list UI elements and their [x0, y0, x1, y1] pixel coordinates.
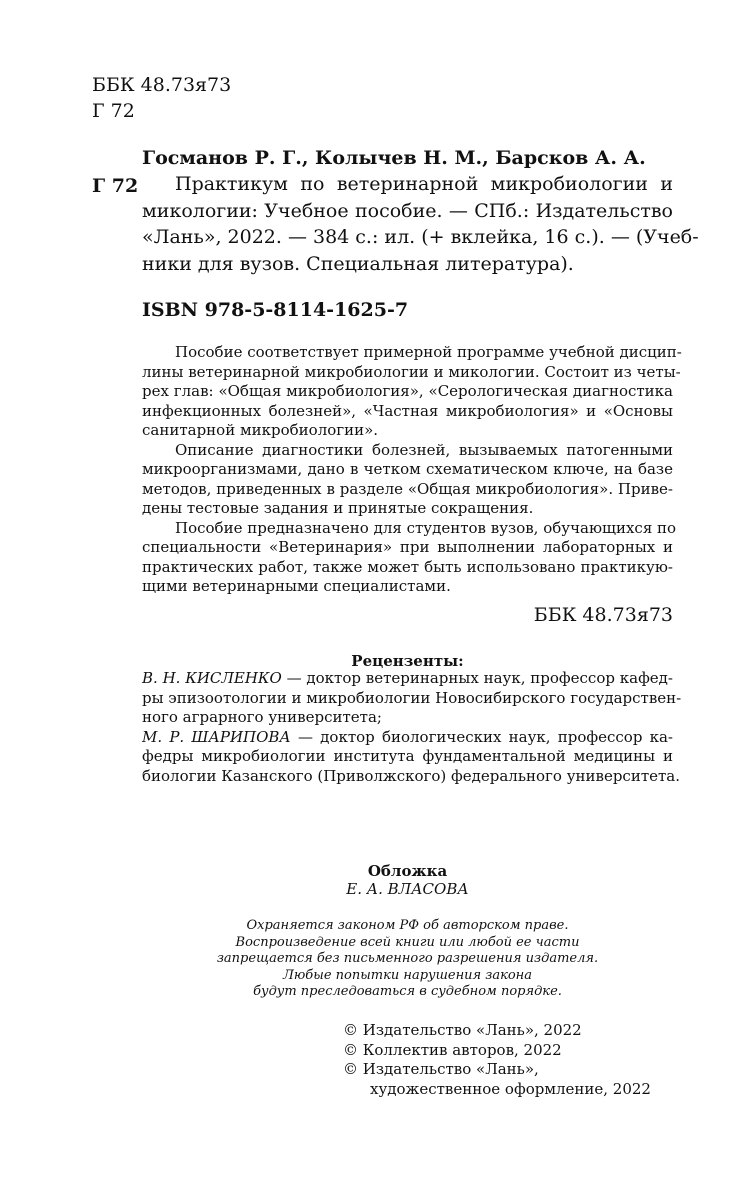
credit-line: © Издательство «Лань», [343, 1060, 539, 1078]
credits [343, 1021, 651, 1099]
annotation-line: методов, приведенных в разделе «Общая микробиология». Приве- [142, 479, 673, 498]
credit-line: © Коллектив авторов, 2022 [343, 1040, 562, 1059]
copyright-line: запрещается без письменного разрешения издателя. [216, 951, 599, 966]
annotation-line: санитарной микробиологии». [142, 421, 379, 439]
reviewers [142, 669, 682, 786]
reviewer-2-line [142, 728, 673, 748]
annotation-line: инфекционных болезней», «Частная микробиология» и «Основы [142, 401, 673, 420]
description-line: «Лань», 2022. — 384 с.: ил. (+ вклейка, 16 с.). — (Учеб- [142, 226, 699, 248]
copyright-line: Охраняется законом РФ об авторском праве. [246, 918, 569, 933]
bibliographic-description [142, 171, 699, 277]
annotation-line: Описание диагностики болезней, вызываемых патогенными [175, 440, 673, 459]
credit-line: художественное оформление, 2022 [370, 1079, 651, 1098]
cover-title: Обложка [367, 862, 448, 880]
bbk-footer: ББК 48.73я73 [533, 604, 673, 626]
annotation-line: специальности «Ветеринария» при выполнении лабораторных и [142, 538, 673, 556]
reviewer-1-line: ного аграрного университета; [142, 708, 382, 726]
reviewers-title: Рецензенты: [351, 652, 464, 670]
copyright-notice [142, 918, 673, 1001]
annotation-line: практических работ, также может быть использовано практикую- [142, 557, 673, 576]
bbk-header [92, 72, 231, 124]
cover-designer: Е. А. ВЛАСОВА [346, 880, 469, 898]
copyright-line: Воспроизведение всей книги или любой ее части [235, 934, 580, 950]
annotation [142, 343, 682, 597]
reviewer-1-line [142, 669, 673, 689]
annotation-line: лины ветеринарной микробиологии и микологии. Состоит из четы- [142, 362, 681, 381]
reviewer-2-line: биологии Казанского (Приволжского) федерального университета. [142, 766, 681, 785]
annotation-line: Пособие соответствует примерной программе учебной дисцип- [175, 343, 682, 361]
reviewer-1-name: В. Н. КИСЛЕНКО [142, 669, 282, 687]
annotation-line: дены тестовые задания и принятые сокращения. [142, 499, 534, 517]
annotation-line: рех глав: «Общая микробиология», «Серологическая диагностика [142, 382, 673, 400]
bbk-code: ББК 48.73я73 [92, 74, 232, 96]
description-line: ники для вузов. Специальная литература). [142, 252, 574, 275]
author-mark: Г 72 [92, 175, 139, 197]
description-line: Практикум по ветеринарной микробиологии и [175, 173, 673, 195]
reviewer-2-line: федры микробиологии института фундаментальной медицины и [142, 747, 673, 765]
annotation-line: Пособие предназначено для студентов вузов, обучающихся по [175, 518, 677, 537]
copyright-line: Любые попытки нарушения закона [283, 967, 532, 983]
authors: Госманов Р. Г., Колычев Н. М., Барсков А. А. [142, 147, 646, 169]
copyright-line: будут преследоваться в судебном порядке. [253, 984, 562, 999]
isbn: ISBN 978-5-8114-1625-7 [142, 299, 409, 321]
annotation-line: щими ветеринарными специалистами. [142, 577, 451, 595]
description-line: микологии: Учебное пособие. — СПб.: Издательство [142, 199, 673, 222]
annotation-line: микроорганизмами, дано в четком схематическом ключе, на базе [142, 460, 673, 478]
credit-line: © Издательство «Лань», 2022 [343, 1021, 582, 1039]
reviewer-1-line: ры эпизоотологии и микробиологии Новосибирского государствен- [142, 688, 682, 707]
reviewer-2-name: М. Р. ШАРИПОВА [142, 727, 291, 746]
author-mark-header: Г 72 [92, 100, 135, 122]
reviewer-2-text: — доктор биологических наук, профессор ка- [290, 727, 674, 746]
reviewer-1-text: — доктор ветеринарных наук, профессор кафед- [281, 669, 673, 687]
